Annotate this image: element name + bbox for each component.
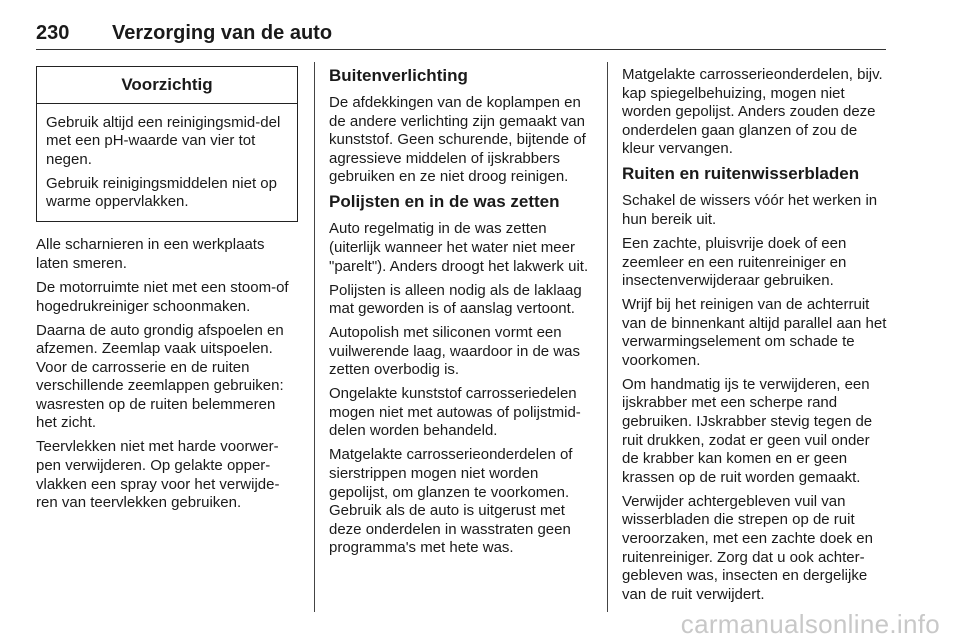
column-3 xyxy=(622,66,890,610)
body-paragraph: Verwijder achtergebleven vuil van wisserbladen die strepen op de ruit veroorzaken, met een zachte doek en ruitenreiniger. Zorg dat u ook achter-gebleven was, insecten en dergelijke van de ruit verwijdert. xyxy=(622,492,873,603)
body-paragraph: Een zachte, pluisvrije doek of een zeemleer en een ruitenreiniger en insectenverwijderaar gebruiken. xyxy=(622,234,847,290)
caution-title: Voorzichtig xyxy=(37,67,297,104)
body-paragraph: Alle scharnieren in een werkplaats laten smeren. xyxy=(36,236,265,272)
body-paragraph: Om handmatig ijs te verwijderen, een ijskrabber met een scherpe rand gebruiken. IJskrabber stevig tegen de ruit drukken, zodat er geen vuil onder de krabber kan komen en er geen krassen op de ruit worden gemaakt. xyxy=(622,375,873,486)
body-paragraph: Matgelakte carrosserieonderdelen, bijv. kap spiegelbehuizing, mogen niet worden gepolijst. Anders zouden deze onderdelen gaan glanzen of zou de kleur vervangen. xyxy=(622,66,883,158)
column-divider-1 xyxy=(314,62,315,612)
section-heading-polijsten: Polijsten en in de was zetten xyxy=(329,192,560,212)
body-paragraph: Teervlekken niet met harde voorwer-pen verwijderen. Op gelakte opper-vlakken een spray voor het verwijde-ren van teervlekken gebruiken. xyxy=(36,438,280,512)
page-header xyxy=(36,14,886,50)
body-paragraph: Ongelakte kunststof carrosseriedelen mogen niet met autowas of polijstmid-delen worden behandeld. xyxy=(329,385,581,440)
column-divider-2 xyxy=(607,62,608,612)
body-paragraph: Wrijf bij het reinigen van de achterruit van de binnenkant altijd parallel aan het verwarmingselement om schade te voorkomen. xyxy=(622,296,887,369)
body-paragraph: De motorruimte niet met een stoom-of hogedrukreiniger schoonmaken. xyxy=(36,278,289,315)
chapter-title: Verzorging van de auto xyxy=(112,22,333,44)
caution-box xyxy=(36,66,298,222)
column-2 xyxy=(329,66,595,563)
body-paragraph: Polijsten is alleen nodig als de laklaag mat geworden is of aanslag vertoont. xyxy=(329,281,582,318)
body-paragraph: Auto regelmatig in de was zetten (uiterlijk wanneer het water niet meer "parelt"). Anders droogt het lakwerk uit. xyxy=(329,220,589,275)
page-number: 230 xyxy=(36,22,70,44)
watermark: carmanualsonline.info xyxy=(680,609,940,639)
body-paragraph: Daarna de auto grondig afspoelen en afzemen. Zeemlap vaak uitspoelen. Voor de carrosserie en de ruiten verschillende zeemlappen gebruiken: wasresten op de ruiten belemmeren het zicht. xyxy=(36,321,284,432)
body-paragraph: Schakel de wissers vóór het werken in hun bereik uit. xyxy=(622,192,878,228)
body-paragraph: De afdekkingen van de koplampen en de andere verlichting zijn gemaakt van kunststof. Geen schurende, bijtende of agressieve middelen of ijskrabbers gebruiken en ze niet droog reinigen. xyxy=(329,94,586,186)
section-heading-ruiten: Ruiten en ruitenwisserbladen xyxy=(622,164,860,184)
caution-body xyxy=(37,104,297,222)
section-heading-buitenverlichting: Buitenverlichting xyxy=(329,66,468,85)
body-paragraph: Matgelakte carrosserieonderdelen of sierstrippen mogen niet worden gepolijst, om glanzen te voorkomen. Gebruik als de auto is uitgerust met deze onderdelen in wasstraten geen programma's met hete was. xyxy=(329,446,573,557)
caution-paragraph: Gebruik reinigingsmiddelen niet op warme oppervlakken. xyxy=(46,174,277,211)
body-paragraph: Autopolish met siliconen vormt een vuilwerende laag, waardoor in de was zetten overbodig is. xyxy=(329,324,580,379)
column-1 xyxy=(36,66,298,518)
caution-paragraph: Gebruik altijd een reinigingsmid-del met een pH-waarde van vier tot negen. xyxy=(46,113,281,168)
